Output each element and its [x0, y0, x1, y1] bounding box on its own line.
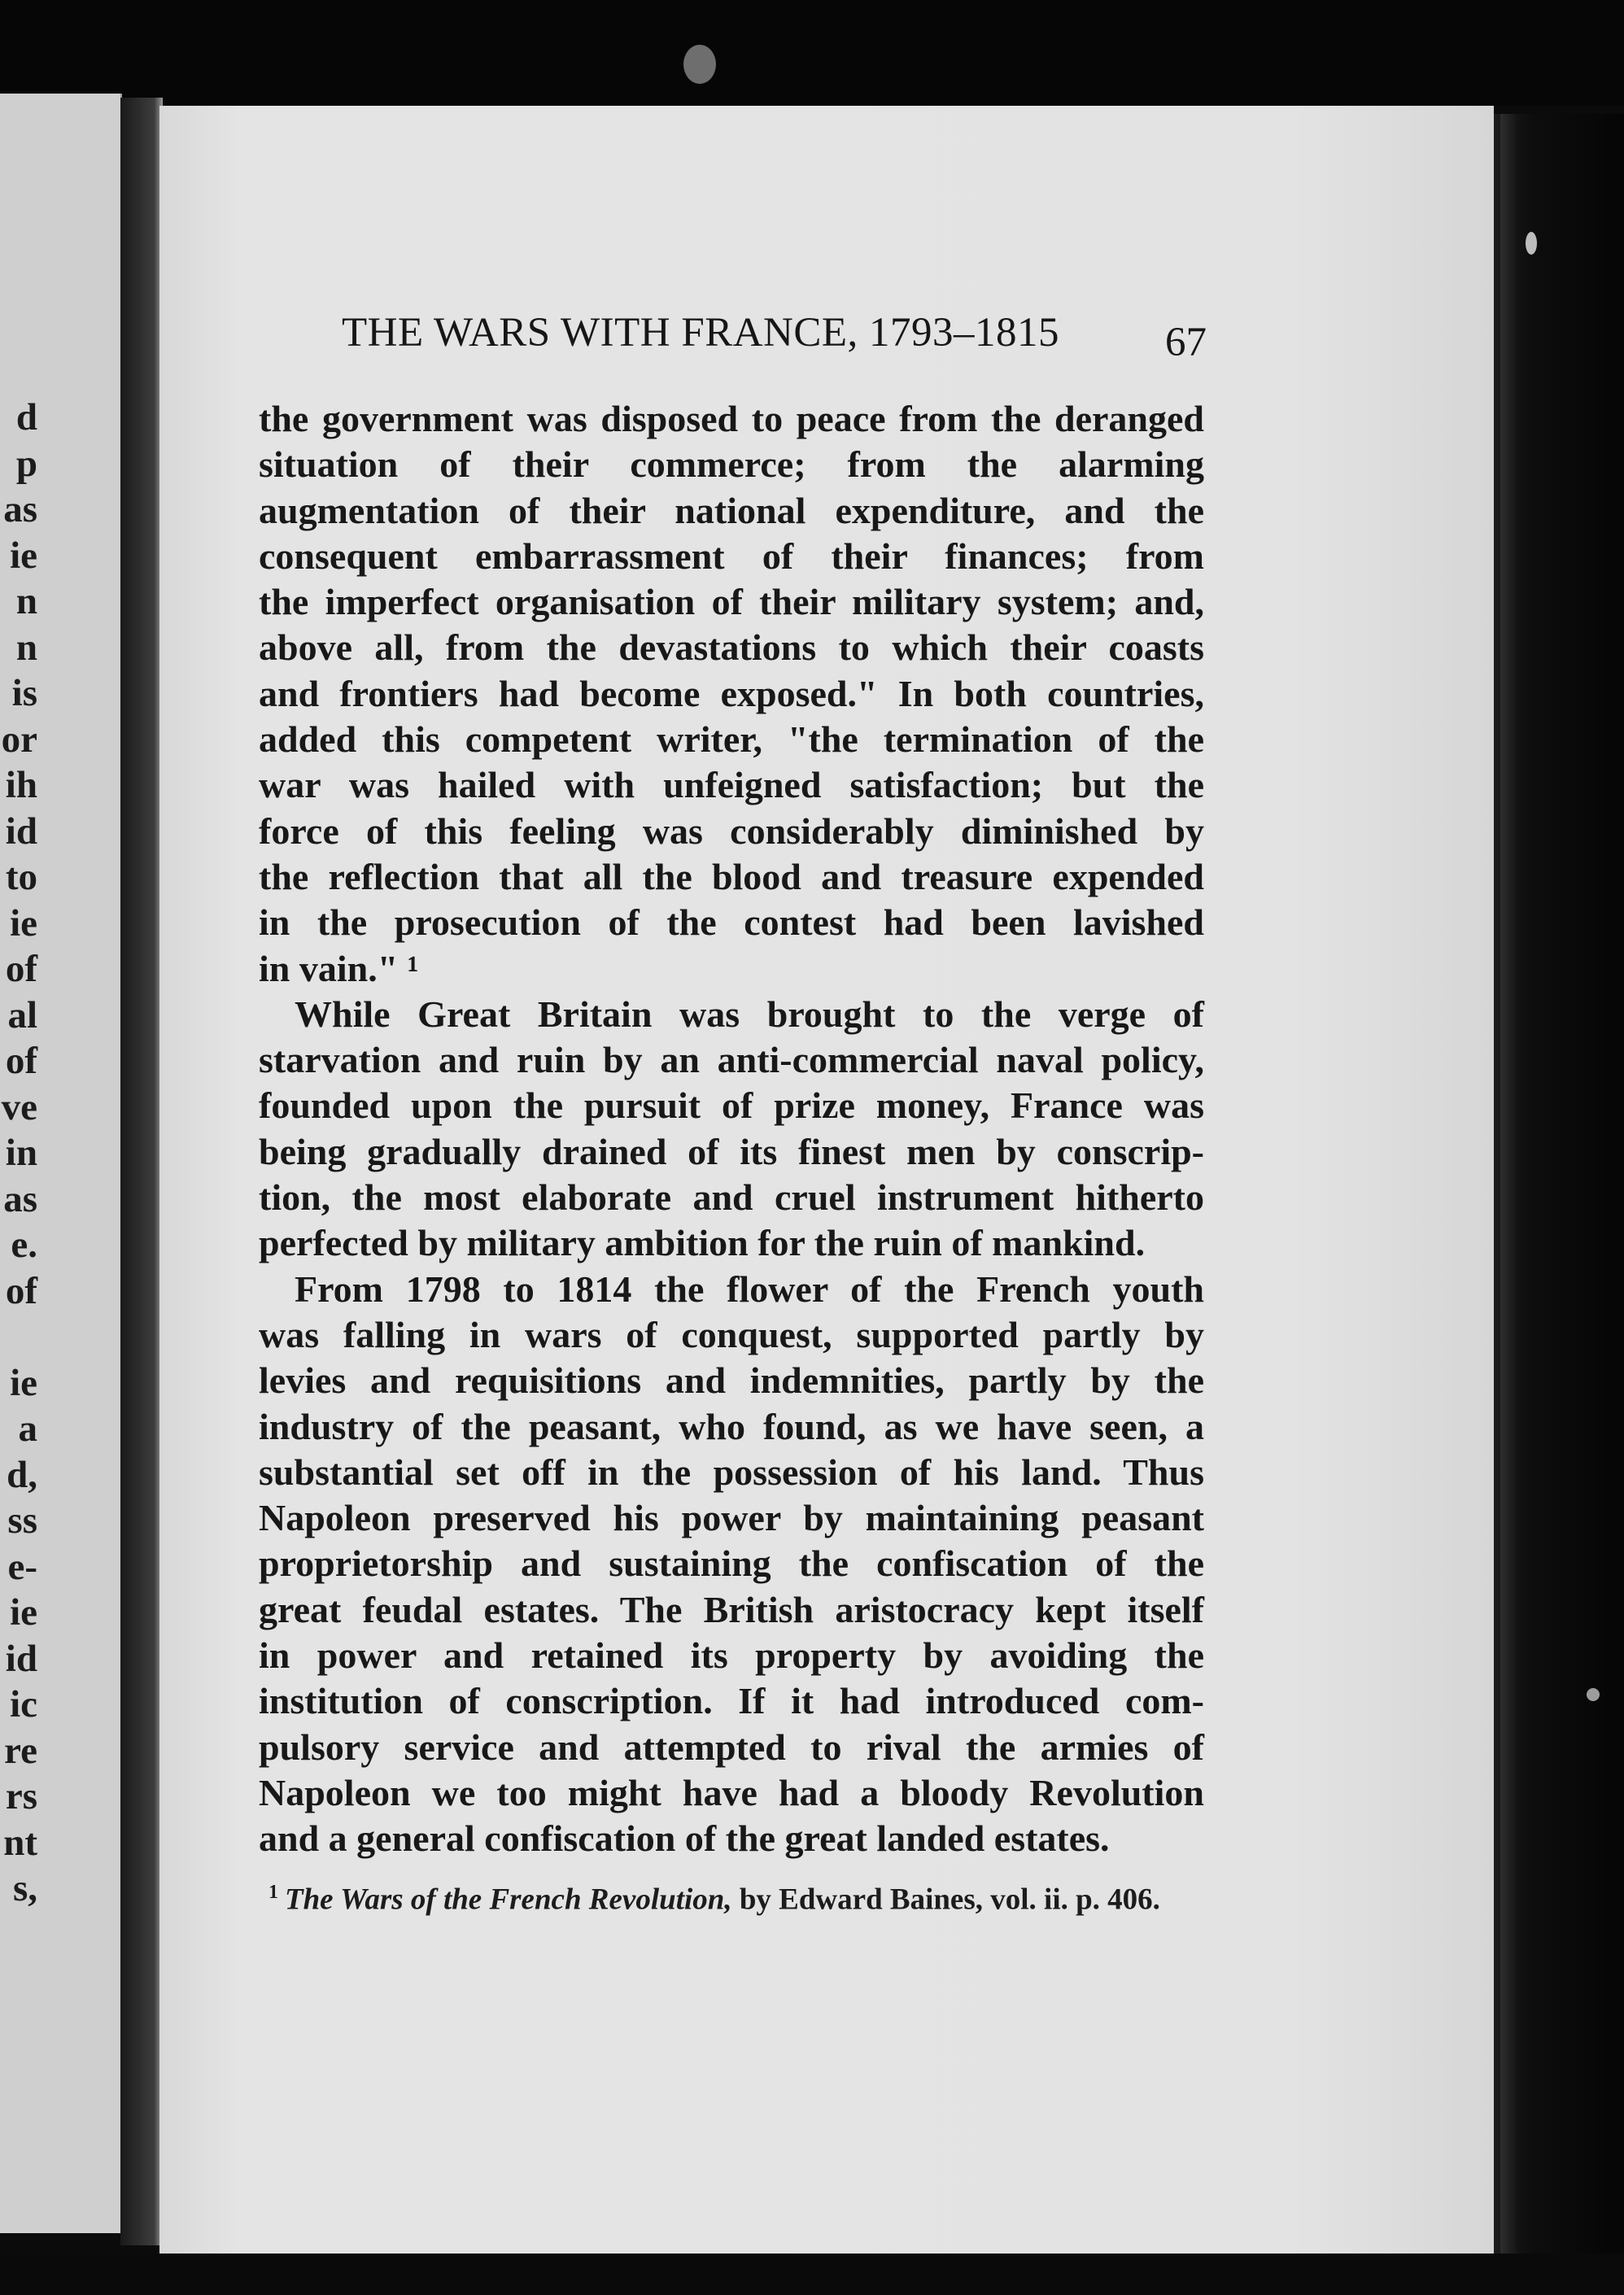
text-line: was falling in wars of conquest, supported partly by	[259, 1313, 1204, 1355]
text-line: founded upon the pursuit of prize money, France was	[259, 1084, 1204, 1127]
text-line: Napoleon we too might have had a bloody Revolution	[259, 1771, 1204, 1813]
scan-right-border	[1494, 114, 1624, 2295]
text-line: institution of conscription. If it had introduced com-	[259, 1680, 1204, 1722]
text-line: and frontiers had become exposed." In both countries,	[259, 672, 1204, 714]
page-number: 67	[1165, 320, 1207, 365]
facing-page-fragment: p	[15, 442, 37, 485]
facing-page-fragment: in	[5, 1132, 37, 1174]
facing-page-fragment: a	[18, 1407, 37, 1450]
facing-page-fragment: id	[5, 809, 37, 853]
text-line: in the prosecution of the contest had been lavished	[259, 901, 1204, 944]
footnote	[268, 1874, 1204, 1918]
facing-page-fragment: n	[15, 580, 37, 622]
text-line: the government was disposed to peace from the deranged	[259, 398, 1204, 439]
text-line: proprietorship and sustaining the confiscation of the	[259, 1542, 1204, 1585]
text-line: pulsory service and attempted to rival the armies of	[259, 1726, 1204, 1768]
text-line: in vain." ¹	[259, 947, 419, 989]
text-line: tion, the most elaborate and cruel instrument hitherto	[259, 1176, 1204, 1219]
scan-dust-mark	[1587, 1688, 1600, 1701]
body-text	[259, 396, 1204, 1862]
facing-page-text-fragments	[0, 395, 37, 1912]
facing-page-fragment: of	[5, 948, 37, 990]
text-line: being gradually drained of its finest men by conscrip-	[259, 1130, 1204, 1172]
facing-page-fragment: re	[4, 1729, 37, 1772]
facing-page-fragment: ie	[10, 901, 37, 945]
text-line: added this competent writer, "the termination of the	[259, 718, 1204, 761]
facing-page-fragment: ie	[10, 534, 37, 577]
facing-page-fragment: s,	[12, 1867, 37, 1909]
facing-page-fragment: e.	[11, 1224, 37, 1266]
text-line: great feudal estates. The British aristocracy kept itself	[259, 1588, 1204, 1630]
text-line: From 1798 to 1814 the flower of the French youth	[295, 1267, 1204, 1310]
facing-page-fragment: ie	[10, 1361, 37, 1404]
footnote-marker: 1	[268, 1882, 278, 1903]
scan-dust-mark	[1526, 232, 1537, 255]
text-line: in power and retained its property by avoiding the	[259, 1634, 1204, 1677]
scan-bottom-border	[0, 2254, 1624, 2295]
paragraph	[259, 396, 1204, 992]
facing-page-edge	[0, 94, 122, 2233]
facing-page-fragment: n	[15, 626, 37, 669]
facing-page-fragment: is	[11, 672, 37, 714]
facing-page-fragment: d	[15, 396, 37, 438]
facing-page-fragment: d,	[7, 1453, 37, 1496]
text-line: and a general confiscation of the great landed estates.	[259, 1817, 1110, 1860]
running-header-title: THE WARS WITH FRANCE, 1793–1815	[342, 310, 1060, 356]
text-line: the imperfect organisation of their military system; and,	[259, 581, 1204, 623]
facing-page-fragment: ss	[7, 1499, 37, 1542]
text-line: the reflection that all the blood and treasure expended	[259, 855, 1204, 897]
text-line: While Great Britain was brought to the verge of	[295, 993, 1204, 1035]
facing-page-fragment: of	[5, 1269, 37, 1312]
footnote-citation: by Edward Baines, vol. ii. p. 406.	[731, 1883, 1160, 1917]
paragraph	[259, 992, 1204, 1267]
text-line: Napoleon preserved his power by maintaining peasant	[259, 1497, 1204, 1539]
running-header	[342, 309, 1204, 358]
text-line: above all, from the devastations to which their coasts	[259, 626, 1204, 669]
facing-page-fragment: ih	[5, 764, 37, 806]
text-line: levies and requisitions and indemnities, partly by the	[259, 1359, 1204, 1402]
facing-page-fragment: id	[5, 1637, 37, 1680]
facing-page-fragment: ie	[10, 1591, 37, 1634]
facing-page-fragment	[0, 1314, 37, 1360]
facing-page-fragment: ve	[1, 1085, 37, 1128]
paragraph	[259, 1267, 1204, 1862]
text-line: consequent embarrassment of their finances; from	[259, 534, 1204, 577]
book-gutter	[120, 98, 163, 2245]
facing-page-fragment: as	[3, 1177, 37, 1220]
text-line: augmentation of their national expenditure, and the	[259, 489, 1204, 531]
facing-page-fragment: nt	[3, 1821, 37, 1864]
text-line: situation of their commerce; from the alarming	[259, 443, 1204, 486]
facing-page-fragment: or	[1, 718, 37, 761]
facing-page-fragment: e-	[7, 1545, 37, 1588]
facing-page-fragment: al	[7, 993, 37, 1036]
facing-page-fragment: ic	[10, 1683, 37, 1726]
facing-page-fragment: as	[3, 488, 37, 530]
text-line: war was hailed with unfeigned satisfaction; but the	[259, 764, 1204, 806]
text-line: starvation and ruin by an anti-commercial naval policy,	[259, 1039, 1204, 1081]
facing-page-fragment: of	[5, 1040, 37, 1082]
text-line: perfected by military ambition for the ruin of mankind.	[259, 1222, 1146, 1264]
text-line: force of this feeling was considerably diminished by	[259, 809, 1204, 852]
text-line: substantial set off in the possession of his land. Thus	[259, 1451, 1204, 1493]
footnote-title: The Wars of the French Revolution,	[285, 1883, 732, 1917]
facing-page-fragment: to	[5, 856, 37, 898]
scan-dust-mark	[683, 45, 716, 84]
text-line: industry of the peasant, who found, as we have seen, a	[259, 1405, 1204, 1447]
facing-page-fragment: rs	[5, 1775, 37, 1817]
scan-top-border	[0, 0, 1624, 106]
